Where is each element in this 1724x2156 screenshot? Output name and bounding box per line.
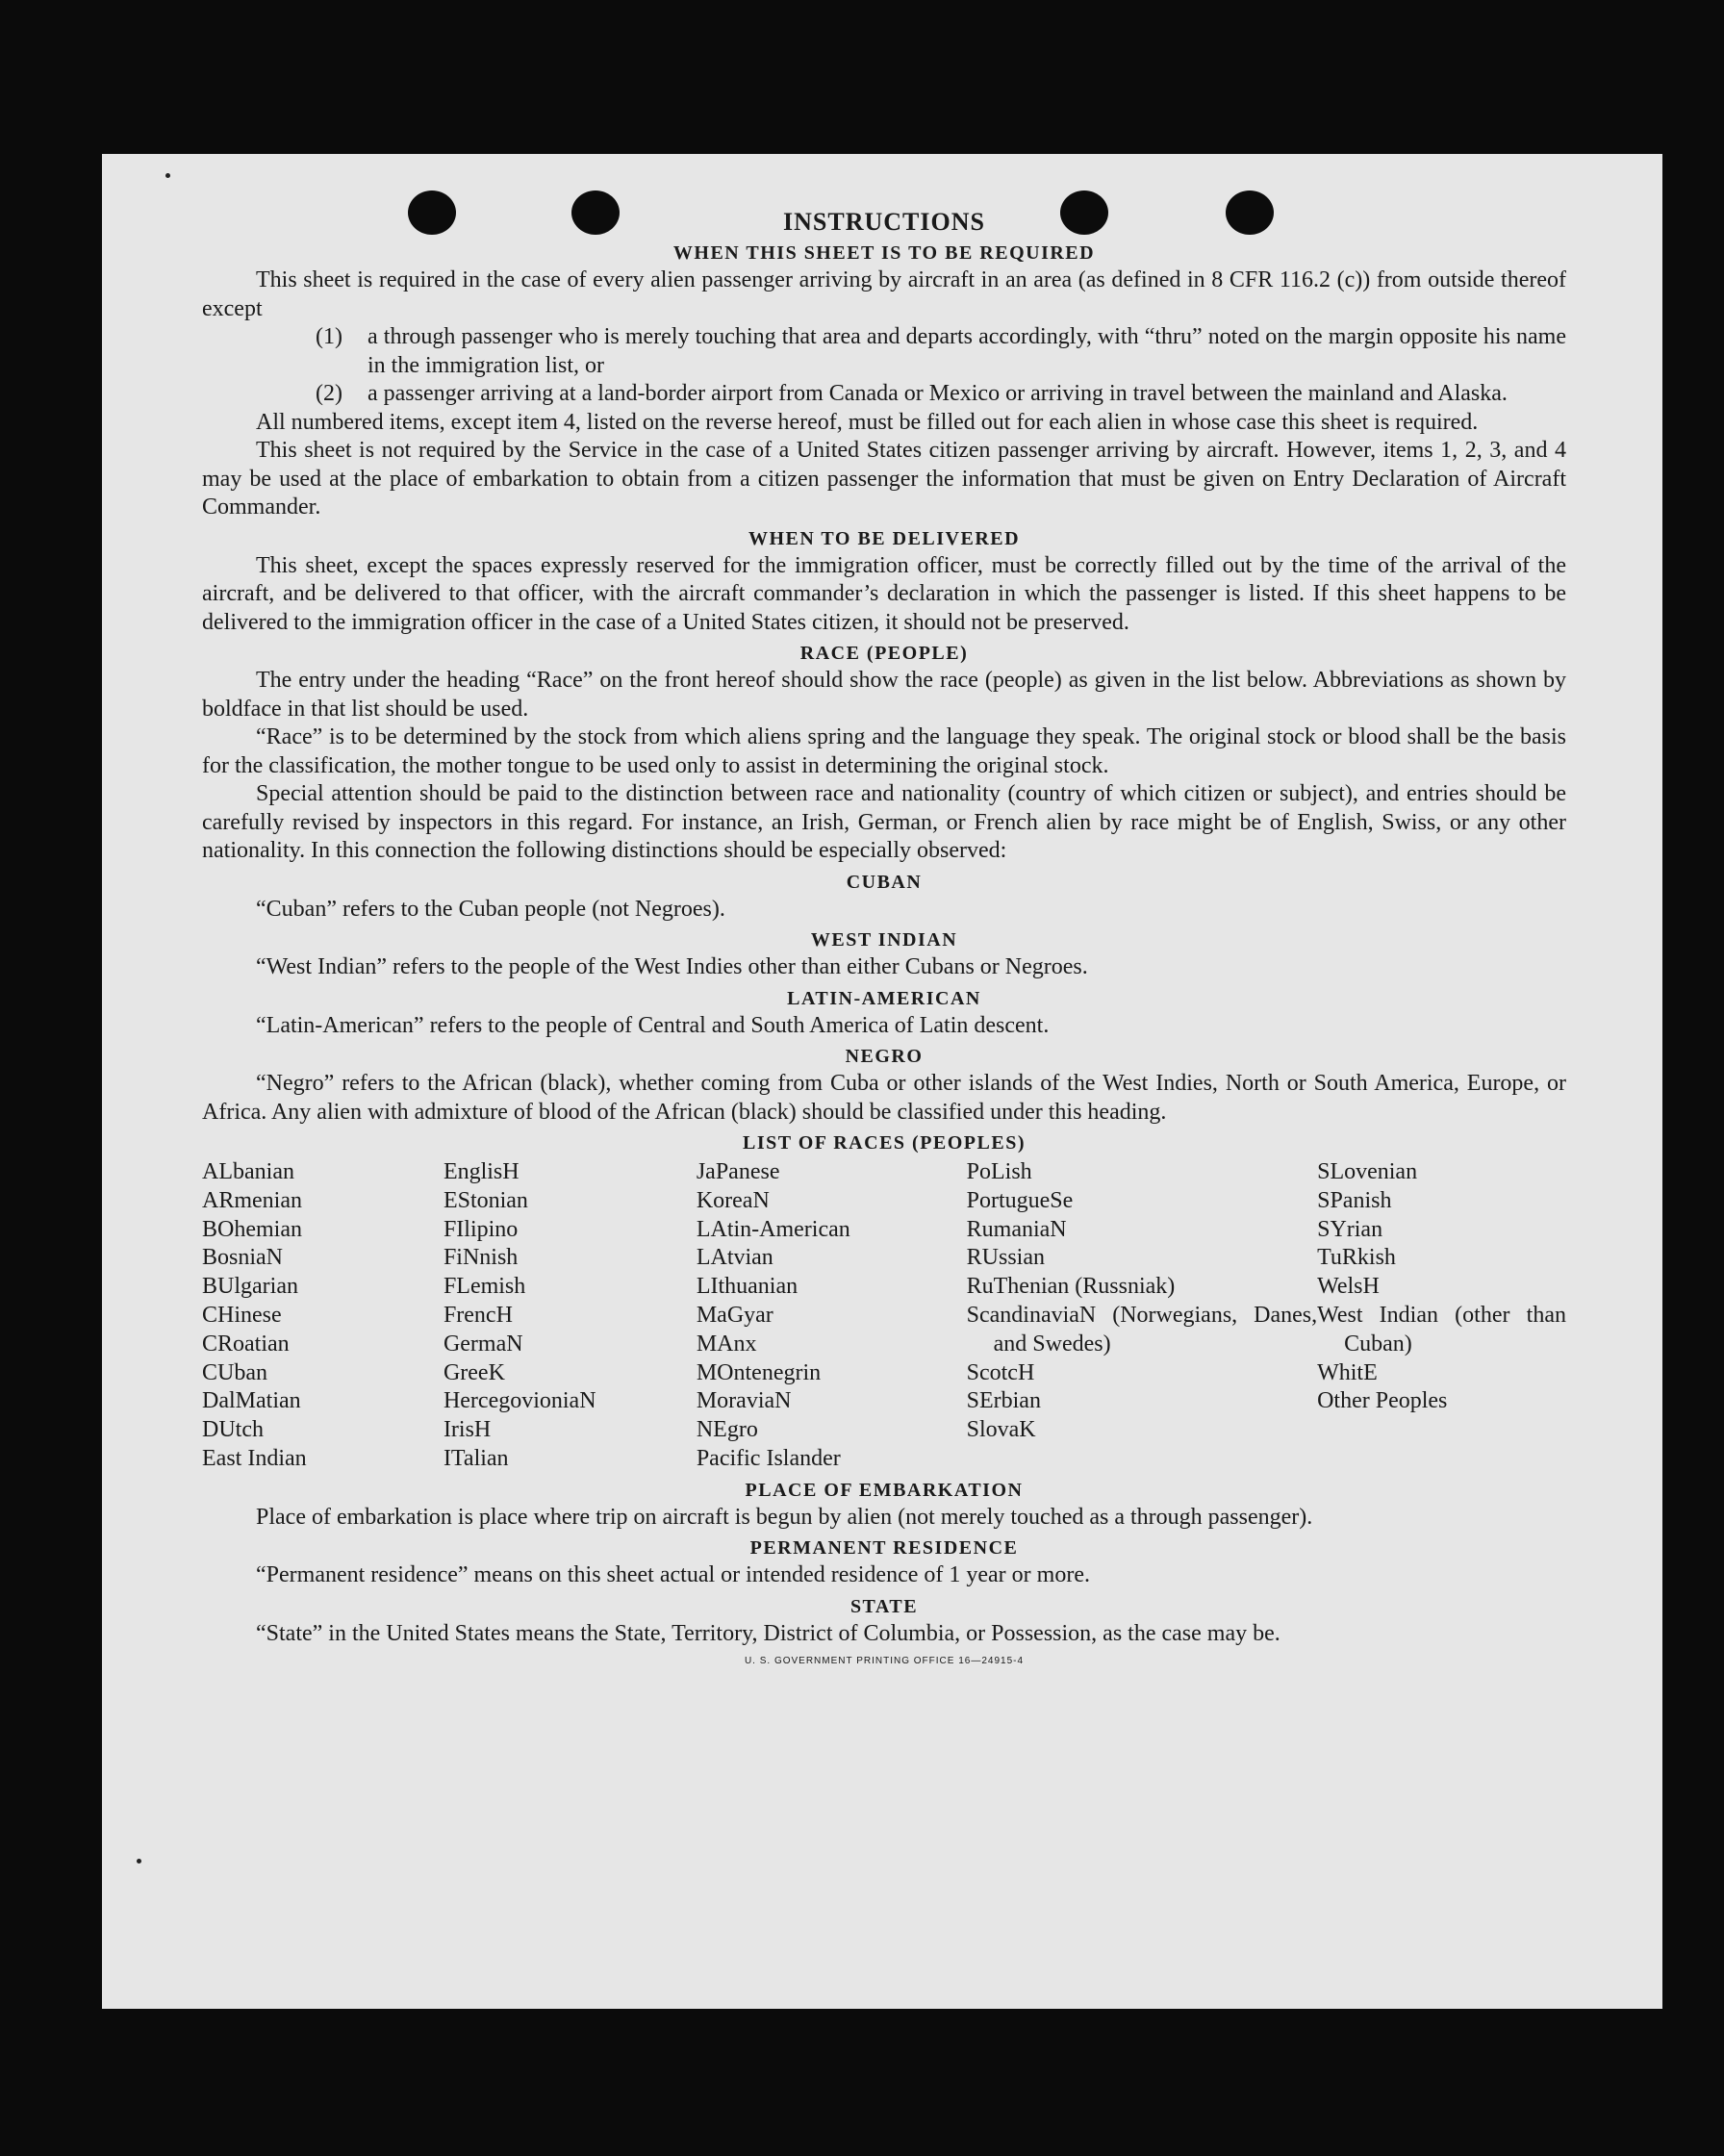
race-entry: MoraviaN (696, 1388, 792, 1414)
section-heading-west-indian: WEST INDIAN (810, 929, 958, 951)
paragraph: This sheet is not required by the Service in the case of a United States citizen passenger arriving by aircraft. However, items 1, 2, 3, and 4 may be used at the place of embarkation to obtain from a citizen passenger the information that must be given on Entry Declaration of Aircraft Commander. (202, 438, 1566, 520)
printer-footer: U. S. GOVERNMENT PRINTING OFFICE 16—24915-4 (744, 1656, 1025, 1667)
race-entry: RuThenian (Russniak) (966, 1274, 1176, 1300)
race-entry: MaGyar (696, 1302, 773, 1328)
race-entry: SErbian (966, 1388, 1041, 1414)
race-entry: EStonian (443, 1187, 528, 1213)
section-heading-when-required: WHEN THIS SHEET IS TO BE REQUIRED (672, 242, 1096, 264)
punch-hole (408, 190, 456, 235)
item-text: a passenger arriving at a land-border airport from Canada or Mexico or arriving in travel between the mainland and Alaska. (368, 381, 1508, 406)
race-entry: NEgro (696, 1417, 758, 1443)
race-entry: CUban (202, 1359, 267, 1385)
paragraph: “Race” is to be determined by the stock from which aliens spring and the language they speak. The original stock or blood shall be the basis for the classification, the mother tongue to be used only to assist in determining the original stock. (202, 724, 1566, 778)
paper-speck (137, 1859, 141, 1864)
races-table (202, 1158, 1566, 1474)
section-heading-residence: PERMANENT RESIDENCE (749, 1537, 1019, 1560)
race-entry: LAtvian (696, 1245, 773, 1271)
punch-hole (1060, 190, 1108, 235)
definition-text: “Permanent residence” means on this sheet actual or intended residence of 1 year or more. (256, 1562, 1090, 1588)
race-entry: DalMatian (202, 1388, 301, 1414)
race-entry: LIthuanian (696, 1274, 799, 1300)
paragraph: Place of embarkation is place where trip on aircraft is begun by alien (not merely touched as a through passenger). (256, 1504, 1313, 1530)
paragraph: This sheet is required in the case of every alien passenger arriving by aircraft in an area (as defined in 8 CFR 116.2 (c)) from outside thereof except (202, 267, 1566, 321)
item-number: (1) (316, 324, 342, 349)
paper-speck (165, 173, 170, 178)
section-heading-negro: NEGRO (845, 1046, 924, 1067)
list-item (202, 380, 1566, 409)
paragraph: Special attention should be paid to the distinction between race and nationality (country of which citizen or subject), and entries should be carefully revised by inspectors in this regard. For instance, an Irish, German, or French alien by race might be of English, Swiss, or any other nationality. In this connection the following distinctions should be especially observed: (202, 781, 1566, 863)
paragraph: The entry under the heading “Race” on the front hereof should show the race (people) as given in the list below. Abbreviations as shown by boldface in that list should be used. (202, 668, 1566, 722)
item-text: a through passenger who is merely touching that area and departs accordingly, with “thru” noted on the margin opposite his name in the immigration list, or (368, 324, 1566, 378)
race-entry: ITalian (443, 1445, 509, 1471)
definition-text: “Latin-American” refers to the people of Central and South America of Latin descent. (256, 1012, 1050, 1038)
race-entry: WelsH (1317, 1274, 1380, 1300)
race-entry: SYrian (1317, 1216, 1383, 1242)
race-entry: West Indian (other than Cuban) (1317, 1302, 1566, 1357)
race-entry: MAnx (696, 1331, 757, 1357)
race-entry: GermaN (443, 1331, 523, 1357)
race-entry: CHinese (202, 1302, 282, 1328)
race-entry: SPanish (1317, 1187, 1392, 1213)
paragraph: “State” in the United States means the State, Territory, District of Columbia, or Possession, as the case may be. (256, 1620, 1280, 1646)
race-entry: IrisH (443, 1417, 492, 1443)
document-sheet (102, 154, 1662, 2009)
races-column (1317, 1158, 1566, 1474)
races-column (444, 1158, 697, 1474)
list-item (202, 323, 1566, 380)
race-entry: FiNnish (443, 1245, 519, 1271)
race-entry: RUssian (966, 1245, 1045, 1271)
race-entry: BosniaN (202, 1245, 283, 1271)
race-entry: Other Peoples (1317, 1388, 1448, 1414)
race-entry: BUlgarian (202, 1274, 298, 1300)
section-heading-when-delivered: WHEN TO BE DELIVERED (748, 527, 1021, 549)
races-column (967, 1158, 1317, 1474)
race-entry: PoLish (966, 1159, 1032, 1184)
race-entry: KoreaN (696, 1187, 770, 1213)
race-entry: HercegovioniaN (443, 1388, 596, 1414)
section-heading-state: STATE (849, 1595, 919, 1617)
race-entry: FrencH (443, 1302, 513, 1328)
race-entry: SlovaK (966, 1417, 1036, 1443)
race-entry: Pacific Islander (696, 1445, 841, 1471)
race-entry: ARmenian (202, 1187, 302, 1213)
race-entry: WhitE (1317, 1359, 1378, 1385)
race-entry: ScotcH (966, 1359, 1035, 1385)
race-entry: LAtin-American (696, 1216, 850, 1242)
races-column (697, 1158, 967, 1474)
definition-text: “West Indian” refers to the people of the West Indies other than either Cubans or Negroes. (256, 954, 1088, 979)
race-entry: EnglisH (443, 1159, 520, 1184)
race-entry: SLovenian (1317, 1159, 1418, 1184)
race-entry: ALbanian (202, 1159, 294, 1184)
paragraph: This sheet, except the spaces expressly reserved for the immigration officer, must be correctly filled out by the time of the arrival of the aircraft, and be delivered to that officer, with the aircraft commander’s declaration in which the passenger is listed. If this sheet happens to be delivered to the immigration officer in the case of a United States citizen, it should not be preserved. (202, 552, 1566, 635)
race-entry: TuRkish (1317, 1245, 1396, 1271)
paragraph: “Negro” refers to the African (black), whether coming from Cuba or other islands of the West Indies, North or South America, Europe, or Africa. Any alien with admixture of blood of the African (black) should be classified under this heading. (202, 1071, 1566, 1125)
item-number: (2) (316, 381, 342, 406)
races-column (202, 1158, 444, 1474)
race-entry: ScandinaviaN (Norwegians, Danes, and Swedes) (966, 1302, 1318, 1357)
race-entry: MOntenegrin (696, 1359, 822, 1385)
race-entry: CRoatian (202, 1331, 290, 1357)
section-heading-latin-american: LATIN-AMERICAN (787, 987, 981, 1009)
race-entry: RumaniaN (966, 1216, 1067, 1242)
race-entry: East Indian (202, 1445, 307, 1471)
race-entry: FIlipino (443, 1216, 519, 1242)
race-entry: JaPanese (696, 1159, 780, 1184)
section-heading-cuban: CUBAN (846, 871, 923, 893)
punch-hole (571, 190, 620, 235)
race-entry: BOhemian (202, 1216, 302, 1242)
race-entry: PortugueSe (966, 1187, 1074, 1213)
section-heading-embarkation: PLACE OF EMBARKATION (745, 1479, 1024, 1501)
section-heading-race: RACE (PEOPLE) (799, 643, 969, 664)
section-heading-list-of-races: LIST OF RACES (PEOPLES) (742, 1132, 1026, 1154)
definition-text: “Cuban” refers to the Cuban people (not Negroes). (256, 896, 725, 922)
paragraph: All numbered items, except item 4, listed on the reverse hereof, must be filled out for each alien in whose case this sheet is required. (256, 409, 1479, 435)
race-entry: FLemish (443, 1274, 526, 1300)
punch-hole (1226, 190, 1274, 235)
race-entry: GreeK (443, 1359, 505, 1385)
page-title: INSTRUCTIONS (783, 208, 985, 236)
race-entry: DUtch (202, 1417, 264, 1443)
